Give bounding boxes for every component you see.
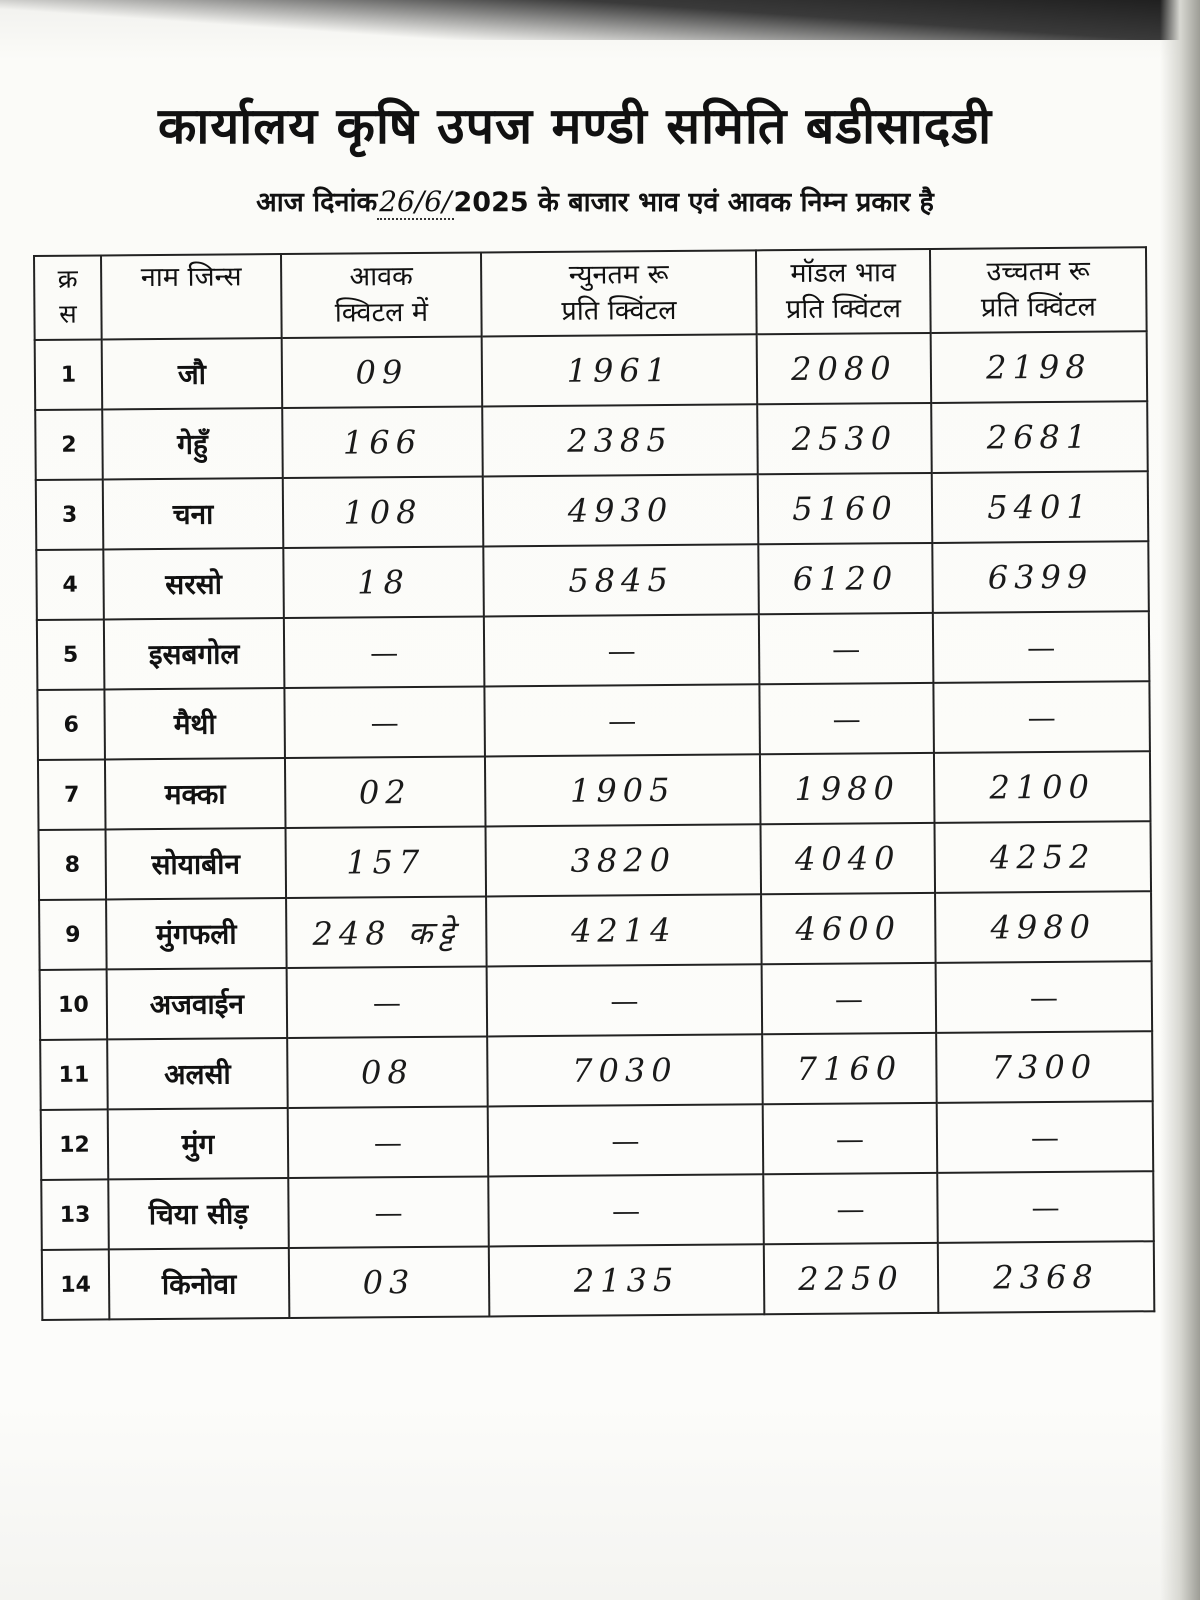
- min-price-cell: —: [487, 964, 763, 1036]
- header-max-price: उच्चतम रू प्रति क्विंटल: [930, 247, 1147, 333]
- table-header-row: [34, 247, 1147, 340]
- table-row: [39, 821, 1152, 900]
- commodity-cell: चिया सीड़: [108, 1178, 289, 1249]
- modal-price-cell: 5160: [758, 473, 933, 544]
- handwritten-date: 26/6/: [379, 185, 452, 218]
- table-row: [37, 681, 1150, 760]
- max-price-cell: 2100: [934, 751, 1151, 823]
- min-price-cell: 2385: [482, 404, 758, 476]
- commodity-cell: चना: [103, 478, 284, 549]
- table-row: [42, 1241, 1155, 1320]
- max-price-cell: 2198: [931, 331, 1148, 403]
- commodity-cell: मुंगफली: [106, 898, 287, 969]
- arrival-cell: —: [288, 1176, 489, 1248]
- commodity-cell: अलसी: [107, 1038, 288, 1109]
- serial-cell: 8: [39, 829, 107, 900]
- office-title: कार्यालय कृषि उपज मण्डी समिति बडीसादडी: [157, 97, 993, 155]
- arrival-cell: —: [287, 966, 488, 1038]
- modal-price-cell: 1980: [760, 753, 935, 824]
- serial-cell: 13: [41, 1179, 109, 1250]
- arrival-cell: —: [288, 1106, 489, 1178]
- modal-price-cell: —: [763, 1103, 938, 1174]
- min-price-cell: 1961: [482, 334, 758, 406]
- modal-price-cell: —: [759, 683, 934, 754]
- max-price-cell: —: [933, 611, 1150, 683]
- scan-shadow-right: [1160, 0, 1200, 1600]
- modal-price-cell: 4600: [761, 893, 936, 964]
- arrival-cell: 157: [286, 826, 487, 898]
- header-commodity: नाम जिन्स: [101, 254, 282, 339]
- header-serial: क्र स: [34, 255, 102, 340]
- arrival-cell: 248 कट्टे: [286, 896, 487, 968]
- date-prefix: आज दिनांक: [256, 187, 378, 218]
- table-body: [35, 331, 1155, 1320]
- serial-cell: 2: [35, 409, 103, 480]
- header-min-price: न्युनतम रू प्रति क्विंटल: [481, 250, 757, 336]
- table-row: [40, 1031, 1153, 1110]
- serial-cell: 7: [38, 759, 106, 830]
- serial-cell: 12: [41, 1109, 109, 1180]
- serial-cell: 11: [40, 1039, 108, 1110]
- min-price-cell: 3820: [486, 824, 762, 896]
- min-price-cell: 4214: [486, 894, 762, 966]
- arrival-cell: 166: [282, 406, 483, 478]
- commodity-cell: सरसो: [103, 548, 284, 619]
- max-price-cell: 4980: [935, 891, 1152, 963]
- date-year: 2025: [453, 187, 529, 218]
- commodity-cell: मक्का: [105, 758, 286, 829]
- serial-cell: 1: [35, 339, 103, 410]
- commodity-cell: इसबगोल: [104, 618, 285, 689]
- modal-price-cell: 6120: [758, 543, 933, 614]
- modal-price-cell: —: [763, 1173, 938, 1244]
- max-price-cell: —: [936, 961, 1153, 1033]
- max-price-cell: —: [937, 1171, 1154, 1243]
- modal-price-cell: —: [762, 963, 937, 1034]
- min-price-cell: —: [488, 1104, 764, 1176]
- modal-price-cell: 4040: [760, 823, 935, 894]
- modal-price-cell: —: [759, 613, 934, 684]
- serial-cell: 4: [36, 549, 104, 620]
- serial-cell: 3: [36, 479, 104, 550]
- commodity-cell: अजवाईन: [107, 968, 288, 1039]
- min-price-cell: 2135: [489, 1244, 765, 1316]
- date-suffix: के बाजार भाव एवं आवक निम्न प्रकार है: [538, 187, 934, 218]
- min-price-cell: 7030: [487, 1034, 763, 1106]
- commodity-cell: मुंग: [108, 1108, 289, 1179]
- header-modal-price: मॉडल भाव प्रति क्विंटल: [756, 249, 931, 334]
- table-row: [35, 401, 1148, 480]
- table-row: [40, 961, 1153, 1040]
- serial-cell: 6: [37, 689, 105, 760]
- arrival-cell: —: [284, 686, 485, 758]
- min-price-cell: —: [484, 614, 760, 686]
- table-row: [36, 471, 1149, 550]
- commodity-cell: मैथी: [104, 688, 285, 759]
- table-row: [35, 331, 1148, 410]
- arrival-cell: 02: [285, 756, 486, 828]
- table-row: [41, 1101, 1154, 1180]
- min-price-cell: 5845: [483, 544, 759, 616]
- arrival-cell: 09: [282, 336, 483, 408]
- arrival-cell: 03: [289, 1246, 490, 1318]
- min-price-cell: —: [488, 1174, 764, 1246]
- table-row: [38, 751, 1151, 830]
- max-price-cell: 2368: [938, 1241, 1155, 1313]
- max-price-cell: 4252: [934, 821, 1151, 893]
- arrival-cell: 108: [283, 476, 484, 548]
- max-price-cell: 7300: [936, 1031, 1153, 1103]
- max-price-cell: 5401: [932, 471, 1149, 543]
- arrival-cell: 08: [287, 1036, 488, 1108]
- min-price-cell: 4930: [483, 474, 759, 546]
- max-price-cell: 6399: [932, 541, 1149, 613]
- serial-cell: 5: [37, 619, 105, 690]
- max-price-cell: —: [933, 681, 1150, 753]
- arrival-cell: 18: [283, 546, 484, 618]
- modal-price-cell: 7160: [762, 1033, 937, 1104]
- commodity-cell: सोयाबीन: [106, 828, 287, 899]
- arrival-cell: —: [284, 616, 485, 688]
- min-price-cell: —: [484, 684, 760, 756]
- modal-price-cell: 2080: [757, 333, 932, 404]
- serial-cell: 14: [42, 1249, 110, 1320]
- max-price-cell: 2681: [931, 401, 1148, 473]
- table-row: [41, 1171, 1154, 1250]
- min-price-cell: 1905: [485, 754, 761, 826]
- scan-shadow-top: [0, 0, 1200, 40]
- commodity-cell: गेहुँ: [102, 408, 283, 479]
- commodity-cell: जौ: [102, 338, 283, 409]
- date-line: [0, 182, 1190, 219]
- serial-cell: 9: [39, 899, 107, 970]
- table-row: [37, 611, 1150, 690]
- header-arrival: आवक क्विटल में: [281, 252, 482, 338]
- max-price-cell: —: [937, 1101, 1154, 1173]
- modal-price-cell: 2530: [757, 403, 932, 474]
- table-row: [39, 891, 1152, 970]
- table-row: [36, 541, 1149, 620]
- market-rates-table: [33, 246, 1155, 1321]
- serial-cell: 10: [40, 969, 108, 1040]
- modal-price-cell: 2250: [764, 1243, 939, 1314]
- commodity-cell: किनोवा: [109, 1248, 290, 1319]
